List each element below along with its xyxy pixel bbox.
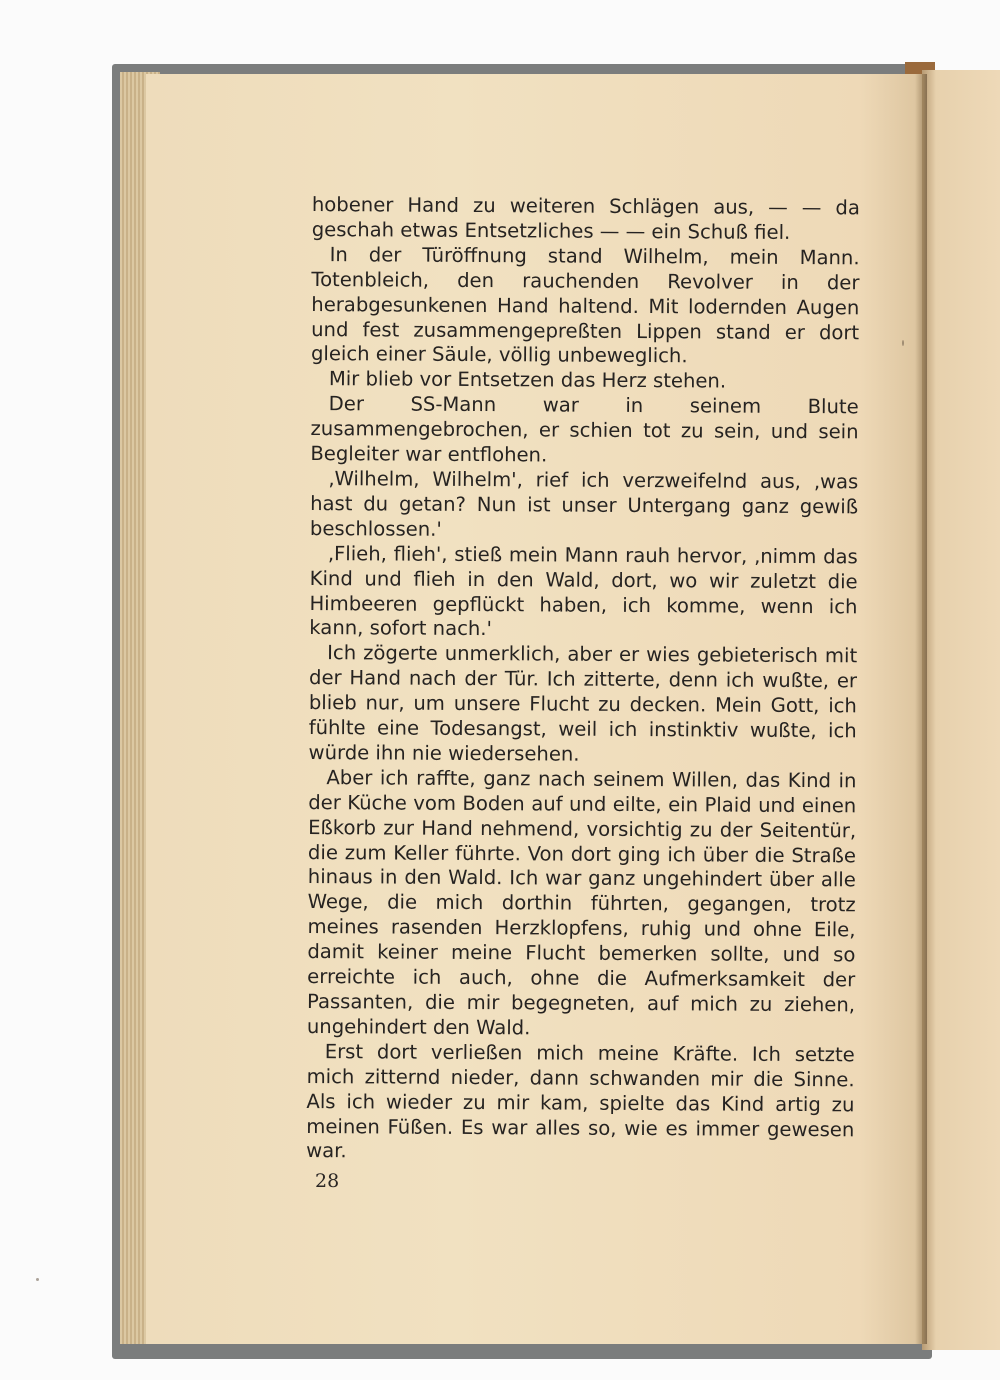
paragraph: In der Türöffnung stand Wilhelm, mein Mann. Totenbleich, den rauchenden Revolver in der herabgesunkenen Hand haltend. Mit lodernden Augen und fest zusammengepreßten Lippen stand er dort gleich einer Säule, völlig unbeweglich.: [310, 242, 860, 368]
paper-speck: [36, 1278, 39, 1281]
paragraph: Der SS-Mann war in seinem Blute zusammengebrochen, er schien tot zu sein, und sein Begleiter war entflohen.: [310, 392, 859, 467]
paragraph: Ich zögerte unmerklich, aber er wies gebieterisch mit der Hand nach der Tür. Ich zitterte, denn ich wußte, er blieb nur, um unsere Flucht zu decken. Mein Gott, ich fühlte eine Todesangst, weil ich instinktiv wußte, ich würde ihn nie wiedersehen.: [308, 641, 858, 766]
paper-speck: [902, 340, 904, 346]
facing-page: [922, 70, 1000, 1350]
page-number: 28: [315, 1170, 340, 1192]
paragraph: ‚Flieh, flieh', stieß mein Mann rauh hervor, ‚nimm das Kind und flieh in den Wald, dort, wo wir zuletzt die Himbeeren gepflückt haben, ich komme, wenn ich kann, sofort nach.': [309, 541, 858, 641]
paragraph: Mir blieb vor Entsetzen das Herz stehen.: [328, 367, 727, 393]
page-gutter: [915, 74, 927, 1344]
paragraph: ‚Wilhelm, Wilhelm', rief ich verzweifelnd aus, ‚was hast du getan? Nun ist unser Untergang ganz gewiß beschlossen.': [309, 467, 859, 541]
page-text: [306, 193, 860, 1168]
paragraph: Erst dort verließen mich meine Kräfte. Ich setzte mich zitternd nieder, dann schwanden mir die Sinne. Als ich wieder zu mir kam, spielte das Kind artig zu meinen Füßen. Es war alles so, wie es immer gewesen war.: [306, 1039, 855, 1163]
paragraph: Aber ich raffte, ganz nach seinem Willen, das Kind in der Küche vom Boden auf und eilte, ein Plaid und einen Eßkorb zur Hand nehmend, vorsichtig zu der Seitentür, die zum Keller führte. Von dort ging ich über die Straße hinaus in den Wald. Ich war ganz ungehindert über alle Wege, die mich dorthin führten, gegangen, trotz meines rasenden Herzklopfens, ruhig und ohne Eile, damit keiner meine Flucht bemerken sollte, und so erreichte ich auch, ohne die Aufmerksamkeit der Passanten, die mir begegneten, auf mich zu ziehen, ungehindert den Wald.: [306, 765, 857, 1040]
paragraph: hobener Hand zu weiteren Schlägen aus, — — da geschah etwas Entsetzliches — — ein Schuß fiel.: [311, 193, 860, 244]
